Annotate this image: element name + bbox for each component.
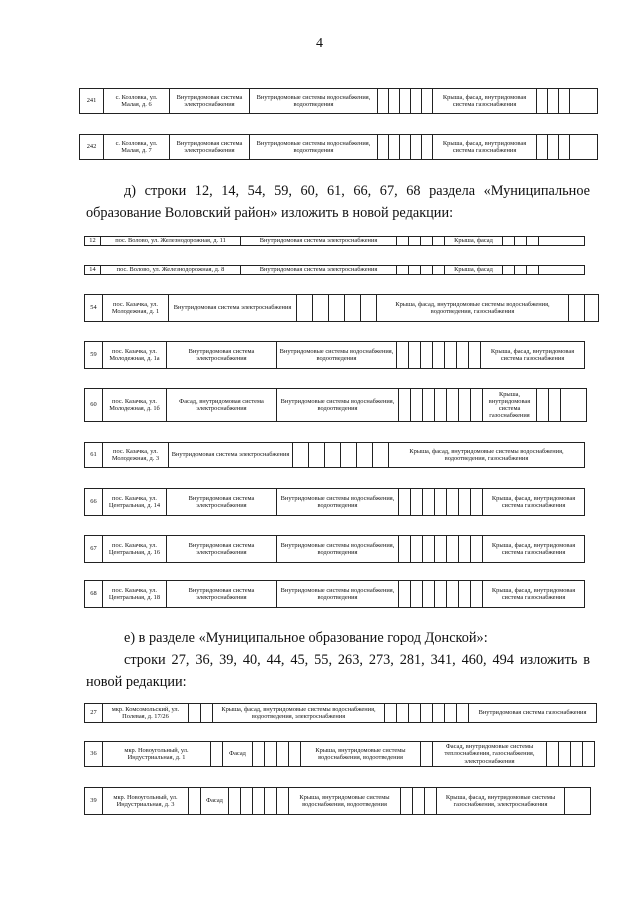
work-cell: Крыша, фасад [445, 237, 503, 246]
empty-cell [515, 237, 527, 246]
row-address: пос. Казачка, ул. Центральная, д. 16 [103, 536, 167, 563]
empty-cell [413, 788, 425, 815]
empty-cell [433, 704, 445, 723]
empty-cell [385, 704, 397, 723]
work-cell: Внутридомовая система электроснабжения [170, 135, 250, 160]
work-cell: Крыша, фасад, внутридомовая система газоснабжения [481, 342, 585, 369]
empty-cell [585, 295, 599, 322]
row-address: мкр. Комсомольский, ул. Полевая, д. 17/26 [103, 704, 189, 723]
empty-cell [397, 237, 409, 246]
empty-cell [297, 295, 313, 322]
empty-cell [378, 89, 389, 114]
table-row [84, 388, 587, 422]
empty-cell [559, 742, 571, 767]
empty-cell [400, 135, 411, 160]
work-cell: Внутридомовая система газоснабжения [469, 704, 597, 723]
empty-cell [421, 704, 433, 723]
empty-cell [425, 788, 437, 815]
row-number: 60 [85, 389, 103, 422]
empty-cell [447, 536, 459, 563]
empty-cell [399, 536, 411, 563]
empty-cell [329, 295, 345, 322]
row-number: 61 [85, 443, 103, 468]
empty-cell [421, 237, 433, 246]
empty-cell [293, 443, 309, 468]
empty-cell [547, 742, 559, 767]
work-cell: Внутридомовые системы водоснабжения, водоотведения [277, 342, 397, 369]
table-row [84, 741, 595, 767]
empty-cell [447, 489, 459, 516]
empty-cell [397, 266, 409, 275]
work-cell: Внутридомовая система электроснабжения [241, 237, 397, 246]
row-number: 241 [80, 89, 104, 114]
empty-cell [421, 742, 433, 767]
work-cell: Фасад [223, 742, 253, 767]
empty-cell [399, 489, 411, 516]
row-address: пос. Казачка, ул. Центральная, д. 18 [103, 581, 167, 608]
empty-cell [211, 742, 223, 767]
empty-cell [471, 536, 483, 563]
empty-cell [435, 389, 447, 422]
work-cell: Внутридомовая система электроснабжения [167, 536, 277, 563]
empty-cell [325, 443, 341, 468]
empty-cell [435, 489, 447, 516]
row-address: пос. Казачка, ул. Молодежная, д. 1 [103, 295, 169, 322]
empty-cell [313, 295, 329, 322]
empty-cell [265, 742, 277, 767]
empty-cell [409, 266, 421, 275]
table-row [84, 488, 585, 516]
section-d-heading: д) строки 12, 14, 54, 59, 60, 61, 66, 67, 68 раздела «Муниципальное образование Воловский район» изложить в новой редакции: [86, 183, 590, 221]
table-row [84, 787, 591, 815]
empty-cell [289, 742, 301, 767]
empty-cell [570, 89, 598, 114]
empty-cell [399, 389, 411, 422]
work-cell: Крыша, фасад, внутридомовая система газоснабжения [433, 135, 537, 160]
empty-cell [409, 342, 421, 369]
work-cell: Крыша, фасад, внутридомовая система газоснабжения [483, 489, 585, 516]
work-cell: Внутридомовые системы водоснабжения, водоотведения [277, 489, 399, 516]
empty-cell [445, 704, 457, 723]
empty-cell [189, 704, 201, 723]
table-row [84, 535, 585, 563]
empty-cell [361, 295, 377, 322]
table-row [84, 294, 599, 322]
empty-cell [411, 489, 423, 516]
empty-cell [309, 443, 325, 468]
work-cell: Внутридомовые системы водоснабжения, водоотведения [277, 536, 399, 563]
empty-cell [569, 295, 585, 322]
empty-cell [409, 704, 421, 723]
work-cell: Внутридомовая система электроснабжения [167, 342, 277, 369]
row-address: с. Козловка, ул. Малая, д. 7 [104, 135, 170, 160]
empty-cell [229, 788, 241, 815]
row-number: 66 [85, 489, 103, 516]
empty-cell [445, 342, 457, 369]
row-number: 68 [85, 581, 103, 608]
empty-cell [503, 237, 515, 246]
empty-cell [277, 742, 289, 767]
work-cell: Крыша, фасад, внутридомовая система газоснабжения [483, 581, 585, 608]
row-address: пос. Казачка, ул. Молодежная, д. 3 [103, 443, 169, 468]
empty-cell [423, 536, 435, 563]
empty-cell [201, 704, 213, 723]
table-row [84, 580, 585, 608]
row-address: с. Козловка, ул. Малая, д. 6 [104, 89, 170, 114]
row-number: 242 [80, 135, 104, 160]
empty-cell [447, 581, 459, 608]
work-cell: Внутридомовая система электроснабжения [169, 295, 297, 322]
empty-cell [433, 266, 445, 275]
row-number: 39 [85, 788, 103, 815]
empty-cell [559, 89, 570, 114]
row-address: пос. Волово, ул. Железнодорожная, д. 8 [101, 266, 241, 275]
row-number: 14 [85, 266, 101, 275]
work-cell: Фасад [201, 788, 229, 815]
row-number: 59 [85, 342, 103, 369]
empty-cell [389, 135, 400, 160]
empty-cell [421, 266, 433, 275]
empty-cell [515, 266, 527, 275]
empty-cell [423, 581, 435, 608]
empty-cell [570, 135, 598, 160]
empty-cell [411, 135, 422, 160]
row-address: мкр. Новоугольный, ул. Индустриальная, д. 1 [103, 742, 211, 767]
empty-cell [459, 489, 471, 516]
work-cell: Внутридомовая система электроснабжения [241, 266, 397, 275]
section-e-heading: е) в разделе «Муниципальное образование город Донской»: [124, 630, 488, 646]
empty-cell [471, 389, 483, 422]
empty-cell [253, 788, 265, 815]
row-number: 27 [85, 704, 103, 723]
work-cell: Крыша, фасад, внутридомовые системы газоснабжения, электроснабжения [437, 788, 565, 815]
work-cell: Крыша, фасад, внутридомовая система газоснабжения [483, 536, 585, 563]
work-cell: Внутридомовые системы водоснабжения, водоотведения [250, 135, 378, 160]
empty-cell [409, 237, 421, 246]
empty-cell [548, 89, 559, 114]
empty-cell [471, 489, 483, 516]
empty-cell [411, 389, 423, 422]
empty-cell [459, 389, 471, 422]
empty-cell [539, 237, 585, 246]
empty-cell [539, 266, 585, 275]
empty-cell [422, 89, 433, 114]
empty-cell [571, 742, 583, 767]
row-number: 12 [85, 237, 101, 246]
empty-cell [583, 742, 595, 767]
work-cell: Внутридомовая система электроснабжения [167, 581, 277, 608]
empty-cell [357, 443, 373, 468]
empty-cell [189, 788, 201, 815]
row-number: 54 [85, 295, 103, 322]
empty-cell [537, 389, 549, 422]
row-address: пос. Казачка, ул. Молодежная, д. 1а [103, 342, 167, 369]
table-row [79, 134, 598, 160]
work-cell: Крыша, фасад, внутридомовая система газоснабжения [433, 89, 537, 114]
work-cell: Крыша, внутридомовая система газоснабжения [483, 389, 537, 422]
empty-cell [559, 135, 570, 160]
row-address: пос. Волово, ул. Железнодорожная, д. 11 [101, 237, 241, 246]
work-cell: Крыша, фасад, внутридомовые системы водоснабжения, водоотведения, электроснабжения [213, 704, 385, 723]
work-cell: Крыша, фасад, внутридомовые системы водоснабжения, водоотведения, газоснабжения [389, 443, 585, 468]
section-e-subheading: строки 27, 36, 39, 40, 44, 45, 55, 263, 273, 281, 341, 460, 494 изложить в новой редакции: [86, 652, 590, 690]
empty-cell [435, 581, 447, 608]
empty-cell [399, 581, 411, 608]
empty-cell [503, 266, 515, 275]
empty-cell [400, 89, 411, 114]
empty-cell [397, 704, 409, 723]
empty-cell [459, 536, 471, 563]
empty-cell [253, 742, 265, 767]
table-row [84, 703, 597, 723]
empty-cell [549, 389, 561, 422]
empty-cell [565, 788, 591, 815]
empty-cell [421, 342, 433, 369]
empty-cell [537, 89, 548, 114]
row-number: 67 [85, 536, 103, 563]
empty-cell [411, 89, 422, 114]
row-address: мкр. Новоугольный, ул. Индустриальная, д. 3 [103, 788, 189, 815]
empty-cell [397, 342, 409, 369]
empty-cell [433, 237, 445, 246]
empty-cell [537, 135, 548, 160]
empty-cell [527, 237, 539, 246]
row-address: пос. Казачка, ул. Центральная, д. 14 [103, 489, 167, 516]
empty-cell [423, 389, 435, 422]
work-cell: Крыша, внутридомовые системы водоснабжения, водоотведения [301, 742, 421, 767]
work-cell: Внутридомовые системы водоснабжения, водоотведения [277, 389, 399, 422]
empty-cell [277, 788, 289, 815]
row-address: пос. Казачка, ул. Молодежная, д. 1б [103, 389, 167, 422]
empty-cell [457, 704, 469, 723]
empty-cell [378, 135, 389, 160]
empty-cell [433, 342, 445, 369]
empty-cell [447, 389, 459, 422]
work-cell: Внутридомовая система электроснабжения [167, 489, 277, 516]
empty-cell [471, 581, 483, 608]
empty-cell [345, 295, 361, 322]
empty-cell [241, 788, 253, 815]
work-cell: Внутридомовая система электроснабжения [169, 443, 293, 468]
page-number: 4 [316, 36, 323, 51]
empty-cell [469, 342, 481, 369]
work-cell: Внутридомовые системы водоснабжения, водоотведения [277, 581, 399, 608]
work-cell: Крыша, внутридомовые системы водоснабжения, водоотведения [289, 788, 401, 815]
empty-cell [401, 788, 413, 815]
empty-cell [548, 135, 559, 160]
work-cell: Внутридомовая система электроснабжения [170, 89, 250, 114]
empty-cell [423, 489, 435, 516]
empty-cell [459, 581, 471, 608]
empty-cell [422, 135, 433, 160]
table-row [84, 341, 585, 369]
work-cell: Крыша, фасад [445, 266, 503, 275]
empty-cell [435, 536, 447, 563]
table-row [84, 236, 585, 246]
row-number: 36 [85, 742, 103, 767]
empty-cell [341, 443, 357, 468]
table-row [84, 265, 585, 275]
work-cell: Фасад, внутридомовая система электроснабжения [167, 389, 277, 422]
empty-cell [411, 581, 423, 608]
work-cell: Внутридомовые системы водоснабжения, водоотведения [250, 89, 378, 114]
empty-cell [411, 536, 423, 563]
work-cell: Фасад, внутридомовые системы теплоснабжения, газоснабжения, электроснабжения [433, 742, 547, 767]
table-row [84, 442, 585, 468]
empty-cell [373, 443, 389, 468]
work-cell: Крыша, фасад, внутридомовые системы водоснабжения, водоотведения, газоснабжения [377, 295, 569, 322]
table-row [79, 88, 598, 114]
empty-cell [561, 389, 587, 422]
empty-cell [265, 788, 277, 815]
empty-cell [527, 266, 539, 275]
empty-cell [457, 342, 469, 369]
empty-cell [389, 89, 400, 114]
